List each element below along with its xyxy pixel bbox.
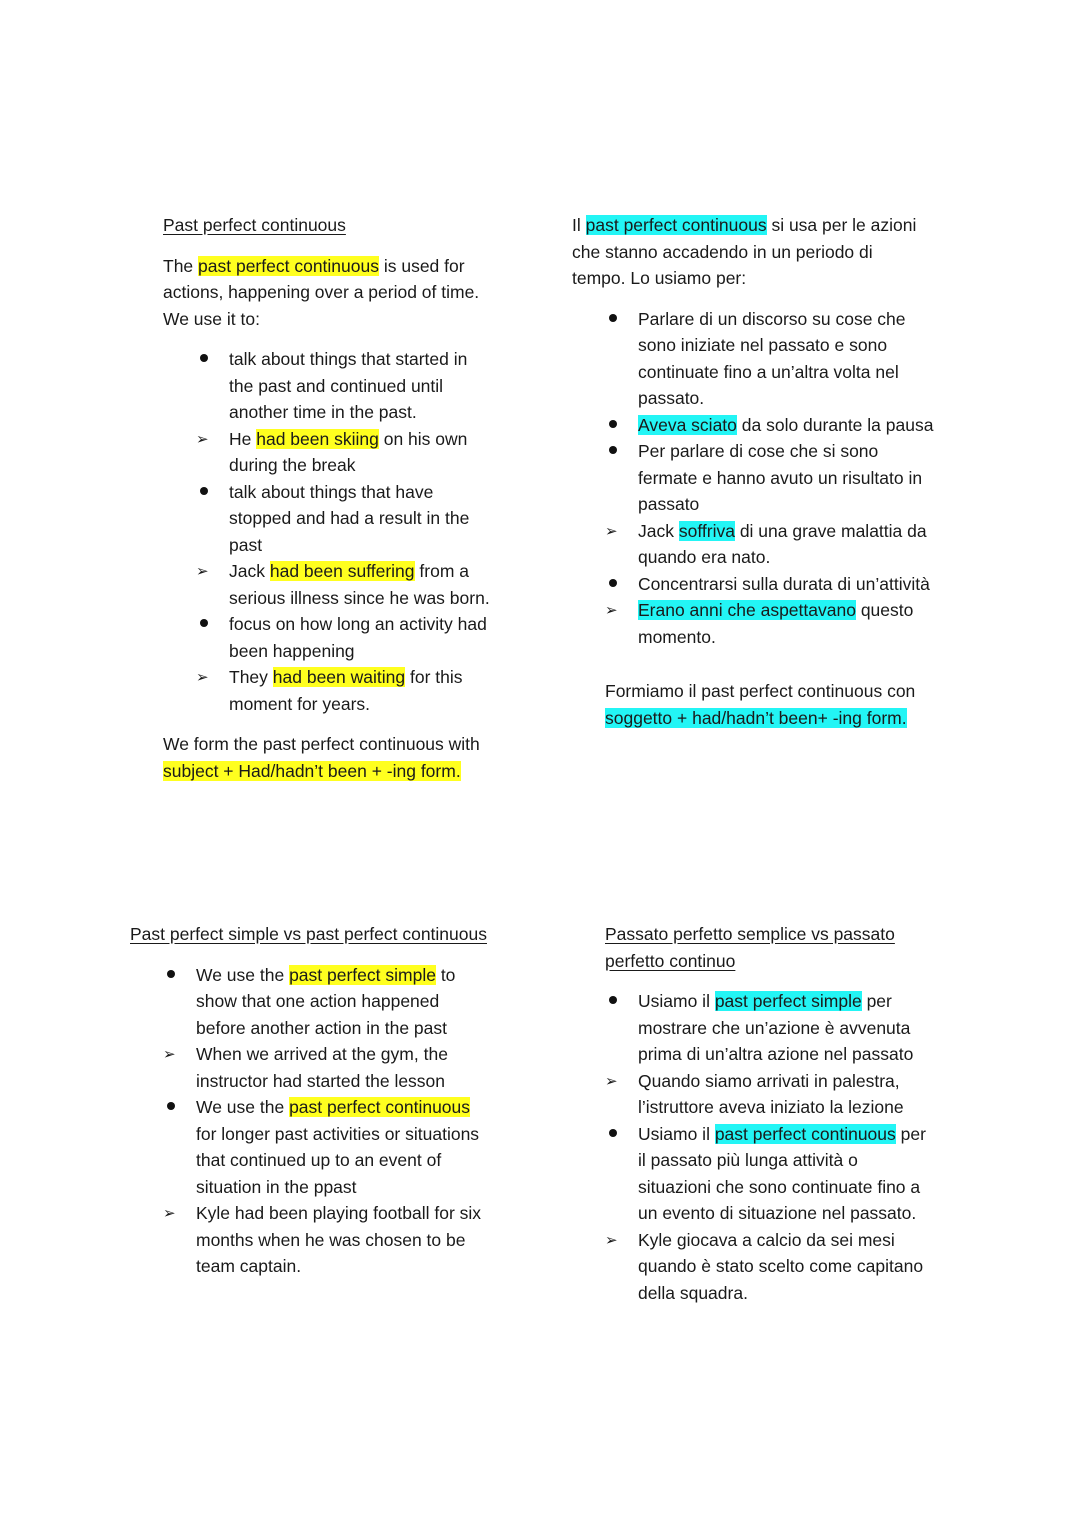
section-past-perfect-continuous-it — [572, 212, 972, 731]
highlight: had been skiing — [256, 428, 379, 449]
arrow-bullet-icon: ➢ — [163, 1045, 176, 1063]
bullet-dot-icon — [605, 306, 627, 333]
highlight: past perfect simple — [714, 991, 862, 1011]
intro-text: tempo. Lo usiamo per: — [572, 268, 747, 288]
arrow-bullet-icon: ➢ — [605, 1230, 618, 1249]
list-item: talk about things that have stopped and had a result in the past — [196, 479, 543, 559]
arrow-bullet-icon: ➢ — [196, 668, 209, 686]
arrow-bullet-icon: ➢ — [163, 1204, 176, 1222]
section-title: perfetto continuo — [605, 950, 736, 971]
bullet-dot-icon — [605, 1121, 627, 1148]
highlight: Erano anni che aspettavano — [638, 600, 856, 620]
form-text: We form the past perfect continuous with — [163, 734, 480, 754]
form-block — [605, 678, 972, 731]
highlight: had been waiting — [272, 667, 406, 687]
section-simple-vs-continuous-it — [605, 921, 985, 1306]
highlight: subject + Had/hadn’t been + -ing form. — [163, 760, 461, 781]
form-text — [163, 758, 543, 785]
example-item: ➢ They had been waiting for this moment for years. — [196, 664, 543, 717]
arrow-bullet-icon: ➢ — [605, 1071, 618, 1090]
list-item: Usiamo il past perfect continuous per il passato più lunga attività o situazioni che sono continuate fino a un evento di situazione nel passato. — [605, 1121, 985, 1227]
section-title: Passato perfetto semplice vs passato — [605, 924, 895, 944]
example-item: ➢ When we arrived at the gym, the instructor had started the lesson — [163, 1041, 530, 1094]
bullet-dot-icon — [196, 479, 218, 506]
example-item: ➢ Kyle had been playing football for six months when he was chosen to be team captain. — [163, 1200, 530, 1280]
arrow-bullet-icon: ➢ — [196, 429, 209, 448]
usage-list — [196, 346, 543, 717]
form-text — [605, 705, 972, 732]
bullet-dot-icon — [605, 571, 627, 598]
list-item: We use the past perfect simple to show that one action happened before another action in the past — [163, 962, 530, 1042]
arrow-bullet-icon: ➢ — [196, 562, 209, 580]
bullet-dot-icon — [605, 988, 627, 1015]
arrow-bullet-icon: ➢ — [605, 601, 618, 619]
list-item: focus on how long an activity had been happening — [196, 611, 543, 664]
form-text: Formiamo il past perfect continuous con — [605, 681, 916, 701]
example-item: ➢ He had been skiing on his own during the break — [196, 426, 543, 479]
example-item: ➢ Quando siamo arrivati in palestra, l’istruttore aveva iniziato la lezione — [605, 1068, 985, 1121]
list-item: Concentrarsi sulla durata di un’attività — [605, 571, 972, 598]
list-item: Aveva sciato da solo durante la pausa — [605, 412, 972, 439]
section-past-perfect-continuous-en — [163, 212, 543, 784]
highlight: past perfect continuous — [289, 1097, 471, 1117]
section-simple-vs-continuous-en — [130, 921, 530, 1280]
highlight: past perfect continuous — [714, 1123, 896, 1144]
list-item: We use the past perfect continuous for longer past activities or situations that continued up to an event of situation in the ppast — [163, 1094, 530, 1200]
highlight: past perfect simple — [289, 964, 436, 985]
intro-text: che stanno accadendo in un periodo di — [572, 241, 873, 262]
bullet-dot-icon — [605, 412, 627, 439]
bullet-dot-icon — [163, 962, 185, 989]
list-item: Per parlare di cose che si sono fermate e hanno avuto un risultato in passato — [605, 438, 972, 518]
bullet-dot-icon — [196, 611, 218, 638]
list-item: talk about things that started in the past and continued until another time in the past. — [196, 346, 543, 426]
highlight: had been suffering — [269, 561, 415, 581]
section-title: Past perfect continuous — [163, 215, 346, 235]
section-title: Past perfect simple vs past perfect continuous — [130, 924, 487, 944]
intro-text: The past perfect continuous is used for — [163, 255, 465, 276]
highlight: Aveva sciato — [638, 414, 737, 435]
example-item: ➢ Erano anni che aspettavano questo momento. — [605, 597, 972, 650]
usage-list — [605, 988, 985, 1306]
example-item: ➢ Jack soffriva di una grave malattia da quando era nato. — [605, 518, 972, 571]
arrow-bullet-icon: ➢ — [605, 521, 618, 540]
highlight: soggetto + had/hadn’t been+ -ing form. — [605, 707, 907, 728]
highlight: soffriva — [678, 520, 735, 541]
bullet-dot-icon — [196, 346, 218, 373]
highlight: past perfect continuous — [198, 255, 379, 276]
bullet-dot-icon — [605, 438, 627, 465]
example-item: ➢ Kyle giocava a calcio da sei mesi quando è stato scelto come capitano della squadra. — [605, 1227, 985, 1307]
list-item: Parlare di un discorso su cose che sono iniziate nel passato e sono continuate fino a un’altra volta nel passato. — [605, 306, 972, 412]
intro-text: actions, happening over a period of time. — [163, 282, 480, 302]
list-item: Usiamo il past perfect simple per mostrare che un’azione è avvenuta prima di un’altra azione nel passato — [605, 988, 985, 1068]
usage-list — [605, 306, 972, 651]
intro-text: We use it to: — [163, 308, 260, 329]
usage-list — [163, 962, 530, 1280]
example-item: ➢ Jack had been suffering from a serious illness since he was born. — [196, 558, 543, 611]
highlight: past perfect continuous — [585, 215, 767, 235]
bullet-dot-icon — [163, 1094, 185, 1121]
intro-text: Il past perfect continuous si usa per le azioni — [572, 215, 917, 235]
